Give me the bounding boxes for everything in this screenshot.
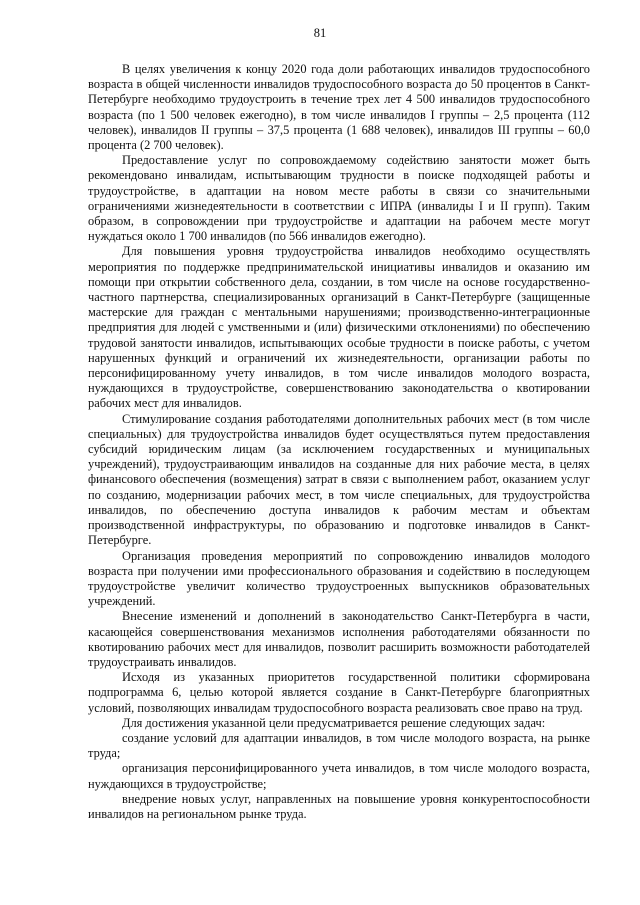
paragraph-employer-incentives: Стимулирование создания работодателями дополнительных рабочих мест (в том числе специальных) для трудоустройства инвалидов будет осуществляться путем предоставления субсидий юридическим лицам (за исключением государственных и муниципальных учреждений), трудоустраивающим инвалидов на созданные для них рабочие места, в целях финансового обеспечения (возмещения) затрат в связи с выполнением работ, оказанием услуг по созданию, модернизации рабочих мест, в том числе специальных, для трудоустройства инвалидов, по обеспечению доступа инвалидов к рабочим местам и объектам производственной инфраструктуры, по образованию и подготовке инвалидов в Санкт-Петербурге. (88, 411, 590, 548)
paragraph-employment-measures: Для повышения уровня трудоустройства инвалидов необходимо осуществлять мероприятия по поддержке предпринимательской инициативы инвалидов и оказанию им помощи при открытии собственного дела, создании, в том числе на основе государственно-частного партнерства, специализированных организаций в Санкт-Петербурге (защищенные мастерские для граждан с ментальными нарушениями; производственно-интеграционные предприятия для людей с умственными и (или) физическими отклонениями) по обеспечению трудовой занятости инвалидов, испытывающих особые трудности в поиске работы, с учетом нарушенных функций и ограничений их жизнедеятельности, организации работы по персонифицированному учету инвалидов, в том числе инвалидов молодого возраста, нуждающихся в трудоустройстве, совершенствованию законодательства о квотировании рабочих мест для инвалидов. (88, 244, 590, 411)
paragraph-legislation-changes: Внесение изменений и дополнений в законодательство Санкт-Петербурга в части, касающейся совершенствования механизмов исполнения работодателями обязанности по квотированию рабочих мест для инвалидов, позволит расширить возможности работодателей трудоустраивать инвалидов. (88, 609, 590, 669)
paragraph-youth-support: Организация проведения мероприятий по сопровождению инвалидов молодого возраста при получении ими профессионального образования и содействию в последующем трудоустройстве увеличит количество трудоустроенных выпускников образовательных учреждений. (88, 548, 590, 609)
paragraph-tasks-intro: Для достижения указанной цели предусматривается решение следующих задач: (122, 715, 546, 730)
paragraph-supported-employment: Предоставление услуг по сопровождаемому содействию занятости может быть рекомендовано инвалидам, испытывающим трудности в поиске подходящей работы и трудоустройстве, в адаптации на новом месте работы в связи со значительными ограничениями жизнедеятельности в соответствии с ИПРА (инвалиды I и II групп). Таким образом, в сопровождении при трудоустройстве и адаптации на рабочем месте могут нуждаться около 1 700 инвалидов (по 566 инвалидов ежегодно). (88, 153, 590, 244)
page-number: 81 (313, 26, 327, 40)
paragraph-task-3: внедрение новых услуг, направленных на повышение уровня конкурентоспособности инвалидов на региональном рынке труда. (88, 791, 590, 821)
paragraph-task-1: создание условий для адаптации инвалидов, в том числе молодого возраста, на рынке труда; (88, 730, 590, 761)
paragraph-target-employment: В целях увеличения к концу 2020 года доли работающих инвалидов трудоспособного возраста в общей численности инвалидов трудоспособного возраста до 50 процентов в Санкт-Петербурге необходимо трудоустроить в течение трех лет 4 500 инвалидов трудоспособного возраста (по 1 500 человек ежегодно), в том числе инвалидов I группы – 2,5 процента (112 человек), инвалидов II группы – 37,5 процента (1 688 человек), инвалидов III группы – 60,0 процента (2 700 человек). (88, 62, 590, 153)
document-body (88, 62, 590, 822)
paragraph-task-2: организация персонифицированного учета инвалидов, в том числе молодого возраста, нуждающихся в трудоустройстве; (88, 761, 590, 791)
paragraph-subprogram-goal: Исходя из указанных приоритетов государственной политики сформирована подпрограмма 6, целью которой является создание в Санкт-Петербурге благоприятных условий, позволяющих инвалидам трудоспособного возраста реализовать свое право на труд. (88, 670, 590, 715)
